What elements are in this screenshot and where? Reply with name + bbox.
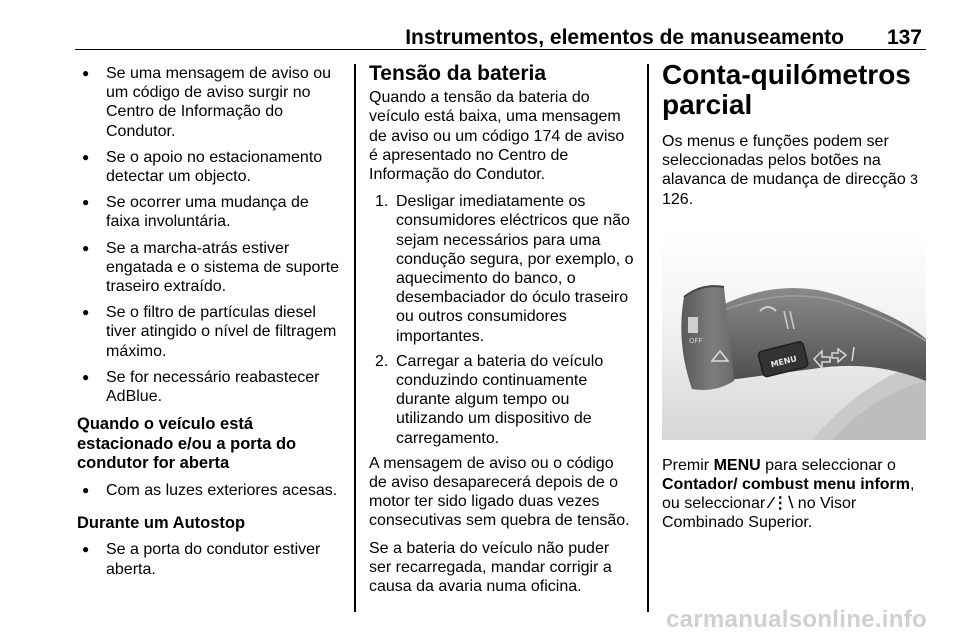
text-premir: Premir — [662, 456, 714, 474]
column-divider-1 — [354, 64, 356, 612]
page-number: 137 — [886, 26, 922, 49]
tripmeter-instructions — [662, 456, 928, 533]
column-1 — [77, 64, 343, 586]
section-heading-tripmeter: Conta-quilómetros parcial — [662, 59, 911, 120]
battery-intro: Quando a tensão da bateria do veículo está baixa, uma mensagem de aviso ou um código 174 de aviso é apresentado no Centro de Informação do Condutor. — [369, 89, 625, 184]
step-number: 1. — [375, 193, 389, 211]
step-text: Desligar imediatamente os consumidores eléctricos que não sejam necessários para uma condução segura, por exemplo, o aquecimento do banco, o desembaciador do óculo traseiro ou outros consumidores importantes. — [396, 193, 634, 345]
tripmeter-intro — [662, 132, 928, 209]
list-item: ● Se a porta do condutor estiver aberta. — [77, 540, 343, 578]
section-heading-battery: Tensão da bateria — [369, 62, 547, 85]
menu-item-label: Contador/ combust menu inform — [662, 476, 910, 494]
column-3 — [662, 59, 928, 541]
battery-steps — [369, 192, 635, 448]
autostop-bullet-list — [77, 540, 343, 578]
step-number: 2. — [375, 352, 389, 370]
list-item: ● Se ocorrer uma mudança de faixa involuntária. — [77, 193, 343, 231]
menu-button-label: MENU — [769, 353, 798, 370]
parked-bullet-list — [77, 481, 343, 500]
menu-key-label: MENU — [713, 456, 761, 474]
reference-page: 126. — [662, 190, 694, 208]
list-item: ● Se for necessário reabastecer AdBlue. — [77, 368, 343, 406]
list-item: ● Com as luzes exteriores acesas. — [77, 481, 343, 500]
battery-para-2: Se a bateria do veículo não puder ser recarregada, mandar corrigir a causa da avaria numa oficina. — [369, 539, 612, 596]
subheading-parked: Quando o veículo está estacionado e/ou a porta do condutor for aberta — [77, 415, 297, 473]
list-item: ● Se a marcha-atrás estiver engatada e o sistema de suporte traseiro extraído. — [77, 239, 343, 297]
tripmeter-icon: ⁄⋮⧵ — [769, 495, 794, 513]
svg-text:OFF: OFF — [689, 336, 703, 345]
text-ou: , ou seleccionar — [662, 476, 915, 513]
list-item: ● Se o filtro de partículas diesel tiver atingido o nível de filtragem máximo. — [77, 303, 343, 361]
battery-para-1: A mensagem de aviso ou o código de aviso desaparecerá depois de o motor ter sido ligado duas vezes consecutivas sem quebra de tensão. — [369, 454, 630, 530]
watermark: carmanualsonline.info — [665, 606, 927, 633]
step-text: Carregar a bateria do veículo conduzindo continuamente durante algum tempo ou utilizando um dispositivo de carregamento. — [396, 352, 604, 447]
warning-bullet-list — [77, 64, 343, 406]
page-header — [75, 20, 926, 50]
column-divider-2 — [647, 64, 649, 612]
list-item — [369, 192, 635, 346]
list-item: ● Se uma mensagem de aviso ou um código de aviso surgir no Centro de Informação do Condutor. — [77, 64, 343, 141]
intro-text: Os menus e funções podem ser seleccionadas pelos botões na alavanca de mudança de direcção — [662, 133, 906, 189]
stalk-menu-illustration — [662, 231, 926, 440]
header-title: Instrumentos, elementos de manuseamento — [405, 26, 844, 49]
text-para: para seleccionar o — [760, 456, 896, 474]
text-end: no Visor Combinado Superior. — [662, 495, 857, 532]
subheading-autostop: Durante um Autostop — [77, 513, 246, 532]
list-item: ● Se o apoio no estacionamento detectar um objecto. — [77, 148, 343, 186]
column-2 — [369, 64, 635, 604]
reference-arrow-icon: 3 — [910, 171, 918, 188]
list-item — [369, 352, 635, 448]
